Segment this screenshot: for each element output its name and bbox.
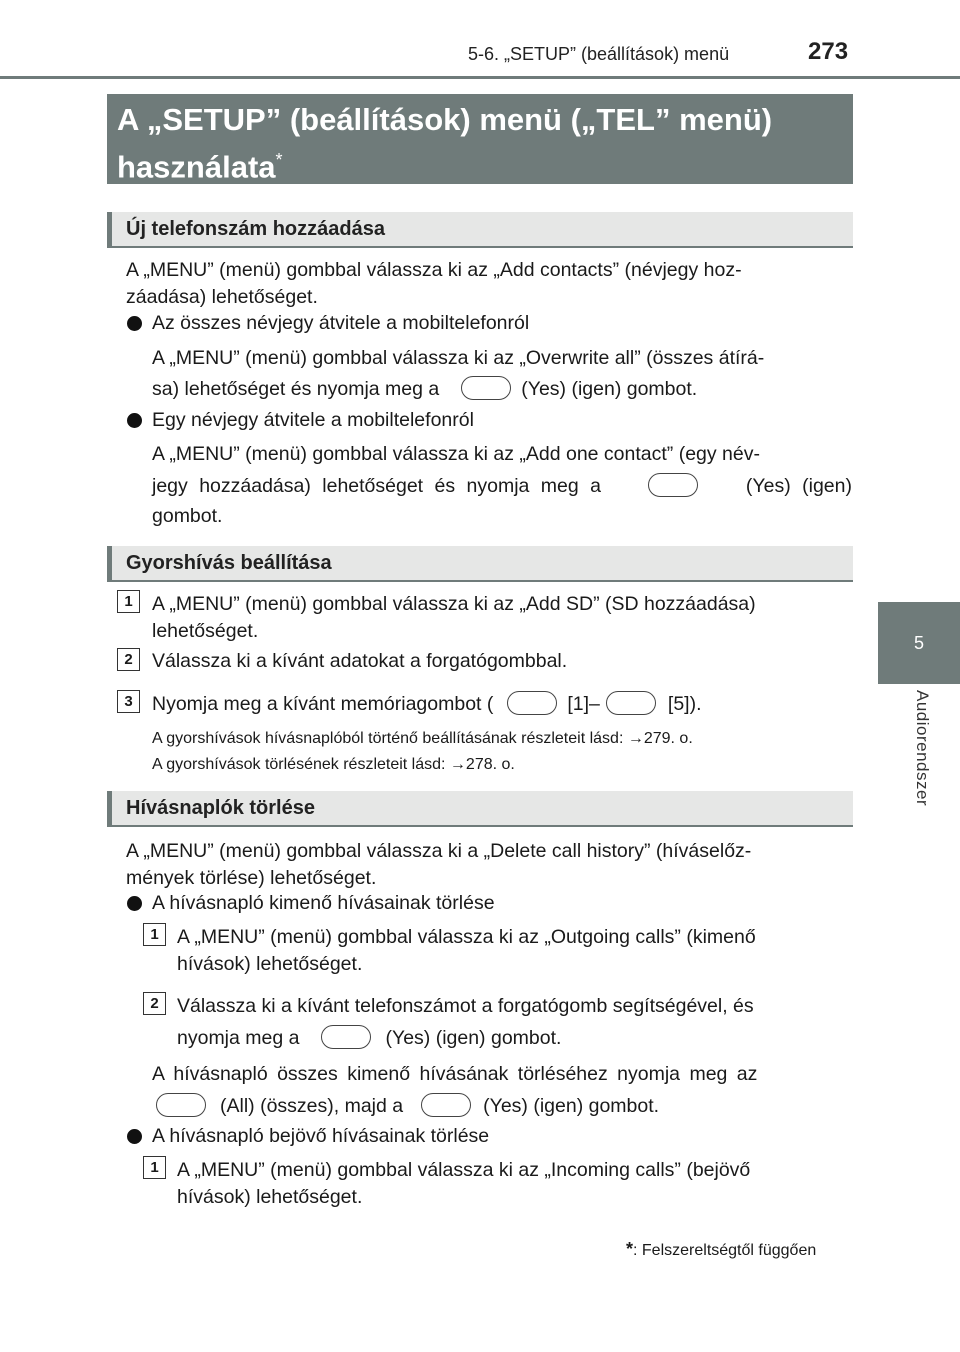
yes-button-icon <box>648 473 698 497</box>
section2-step3-text-b: [1]– <box>567 693 600 715</box>
section1-intro-line2: záadása) lehetőséget. <box>126 286 318 308</box>
section2-step2: Válassza ki a kívánt adatokat a forgatógombbal. <box>152 650 568 672</box>
asterisk-icon: * <box>626 1239 634 1259</box>
all-button-icon <box>156 1093 206 1117</box>
bullet-icon <box>127 1129 142 1144</box>
section2-step1 <box>152 591 852 645</box>
step-number-1: 1 <box>143 923 166 946</box>
running-header: 5-6. „SETUP” (beállítások) menü <box>468 44 730 64</box>
section2-step1-line2: lehetőséget. <box>152 620 259 642</box>
section3-b2-step1-line2: hívások) lehetőséget. <box>177 1186 363 1208</box>
section1-bullet2-line3: gombot. <box>152 505 223 527</box>
section1-bullet2-title: Egy névjegy átvitele a mobiltelefonról <box>152 409 474 431</box>
memory-button-icon <box>606 691 656 715</box>
section3-b2-step1-line1: A „MENU” (menü) gombbal válassza ki az „Incoming calls” (bejövő <box>177 1159 751 1181</box>
section1-bullet1-title: Az összes névjegy átvitele a mobiltelefonról <box>152 312 530 334</box>
section1-bullet1-line2 <box>152 376 852 403</box>
section3-b1-step2-text-b: (Yes) (igen) gombot. <box>385 1027 562 1049</box>
section1-bullet1-text-b: (Yes) (igen) gombot. <box>521 378 698 400</box>
bullet-icon <box>127 413 142 428</box>
section3-b1-step1 <box>177 924 852 978</box>
section2-step1-line1: A „MENU” (menü) gombbal válassza ki az „Add SD” (SD hozzáadása) <box>152 593 756 615</box>
page-title-text: A „SETUP” (beállítások) menü („TEL” menü) használata <box>117 102 773 185</box>
header-divider <box>0 76 960 79</box>
footnote <box>626 1239 816 1260</box>
section3-b2-step1 <box>177 1157 852 1211</box>
section2-note1: A gyorshívások hívásnaplóból történő beállításának részleteit lásd: →279. o. <box>152 730 693 747</box>
section1-bullet2-line1: A „MENU” (menü) gombbal válassza ki az „Add one contact” (egy név- <box>152 443 760 465</box>
section-heading-speed-dial: Gyorshívás beállítása <box>107 546 853 582</box>
chapter-label: Audiorendszer <box>913 690 932 807</box>
section3-intro-line1: A „MENU” (menü) gombbal válassza ki a „Delete call history” (híváselőz- <box>126 840 752 862</box>
section3-b1-step2-text-a: nyomja meg a <box>177 1027 300 1049</box>
section1-intro <box>126 257 853 311</box>
section1-bullet2-text-a: jegy hozzáadása) lehetőséget és nyomja meg a <box>152 475 602 497</box>
section3-b1-all-text-a: (All) (összes), majd a <box>220 1095 404 1117</box>
section1-bullet2-text-b: (Yes) (igen) <box>745 475 852 497</box>
section3-b1-step1-line1: A „MENU” (menü) gombbal válassza ki az „Outgoing calls” (kimenő <box>177 926 756 948</box>
yes-button-icon <box>421 1093 471 1117</box>
yes-button-icon <box>461 376 511 400</box>
section3-bullet1-title: A hívásnapló kimenő hívásainak törlése <box>152 892 495 914</box>
page-title <box>107 94 853 184</box>
section-heading-delete-history: Hívásnaplók törlése <box>107 791 853 827</box>
step-number-3: 3 <box>117 690 140 713</box>
step-number-1: 1 <box>117 590 140 613</box>
section3-intro <box>126 838 853 892</box>
section3-b1-all-line2 <box>152 1093 852 1120</box>
step-number-1: 1 <box>143 1156 166 1179</box>
section1-bullet1-text-a: sa) lehetőséget és nyomja meg a <box>152 378 440 400</box>
section2-note2: A gyorshívások törlésének részleteit lásd: →278. o. <box>152 756 515 773</box>
section3-b1-step1-line2: hívások) lehetőséget. <box>177 953 363 975</box>
section2-step3-text-a: Nyomja meg a kívánt memóriagombot ( <box>152 693 494 715</box>
chapter-tab: 5 <box>878 602 960 684</box>
section3-intro-line2: mények törlése) lehetőséget. <box>126 867 377 889</box>
section3-b1-all-line1: A hívásnapló összes kimenő hívásának törléséhez nyomja meg az <box>152 1063 758 1085</box>
section1-bullet2-line2 <box>152 473 852 500</box>
page-number: 273 <box>808 38 849 65</box>
section1-intro-line1: A „MENU” (menü) gombbal válassza ki az „Add contacts” (névjegy hoz- <box>126 259 742 281</box>
section3-b1-step2-line2 <box>177 1025 852 1052</box>
memory-button-icon <box>507 691 557 715</box>
yes-button-icon <box>321 1025 371 1049</box>
section-heading-new-number: Új telefonszám hozzáadása <box>107 212 853 248</box>
section2-step3-text-c: [5]). <box>667 693 702 715</box>
footnote-text: : Felszereltségtől függően <box>633 1242 817 1259</box>
section1-bullet1-line1: A „MENU” (menü) gombbal válassza ki az „Overwrite all” (összes átírá- <box>152 347 765 369</box>
step-number-2: 2 <box>143 992 166 1015</box>
section3-bullet2-title: A hívásnapló bejövő hívásainak törlése <box>152 1125 490 1147</box>
section3-b1-all-text-b: (Yes) (igen) gombot. <box>483 1095 660 1117</box>
bullet-icon <box>127 316 142 331</box>
section2-step3 <box>152 691 852 718</box>
bullet-icon <box>127 896 142 911</box>
asterisk-icon: * <box>275 150 283 170</box>
section3-b1-step2-line1: Válassza ki a kívánt telefonszámot a forgatógomb segítségével, és <box>177 995 754 1017</box>
step-number-2: 2 <box>117 648 140 671</box>
